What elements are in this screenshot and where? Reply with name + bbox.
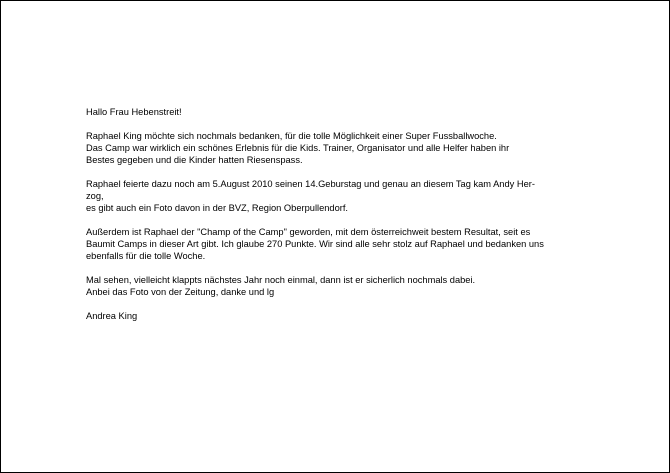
text-line: Außerdem ist Raphael der "Champ of the Camp" geworden, mit dem österreichweit bestem Resultat, seit es xyxy=(86,227,531,237)
paragraph-gap xyxy=(86,166,576,178)
paragraph-gap xyxy=(86,262,576,274)
signature xyxy=(86,310,576,322)
text-line: Raphael King möchte sich nochmals bedanken, für die tolle Möglichkeit einer Super Fussballwoche. xyxy=(86,131,497,141)
text-line: Das Camp war wirklich ein schönes Erlebnis für die Kids. Trainer, Organisator und alle Helfer haben ihr xyxy=(86,143,510,153)
text-line: ebenfalls für die tolle Woche. xyxy=(86,251,206,261)
paragraph-gap xyxy=(86,214,576,226)
text-line: Baumit Camps in dieser Art gibt. Ich glaube 270 Punkte. Wir sind alle sehr stolz auf Raphael und bedanken uns xyxy=(86,239,544,249)
paragraph-champ xyxy=(86,226,576,262)
paragraph-birthday xyxy=(86,178,576,214)
text-line: es gibt auch ein Foto davon in der BVZ, Region Oberpullendorf. xyxy=(86,203,349,213)
paragraph-gap xyxy=(86,118,576,130)
greeting-line: Hallo Frau Hebenstreit! xyxy=(86,107,182,117)
text-line: zog, xyxy=(86,191,104,201)
letter-body xyxy=(86,106,576,322)
greeting xyxy=(86,106,576,118)
text-line: Raphael feierte dazu noch am 5.August 2010 seinen 14.Geburstag und genau an diesem Tag kam Andy Her- xyxy=(86,179,535,189)
paragraph-thanks xyxy=(86,130,576,166)
text-line: Bestes gegeben und die Kinder hatten Riesenspass. xyxy=(86,155,303,165)
paragraph-next-year xyxy=(86,274,576,298)
text-line: Anbei das Foto von der Zeitung, danke und lg xyxy=(86,287,275,297)
text-line: Mal sehen, vielleicht klappts nächstes Jahr noch einmal, dann ist er sicherlich nochmals dabei. xyxy=(86,275,476,285)
signature-name: Andrea King xyxy=(86,311,138,321)
paragraph-gap xyxy=(86,298,576,310)
